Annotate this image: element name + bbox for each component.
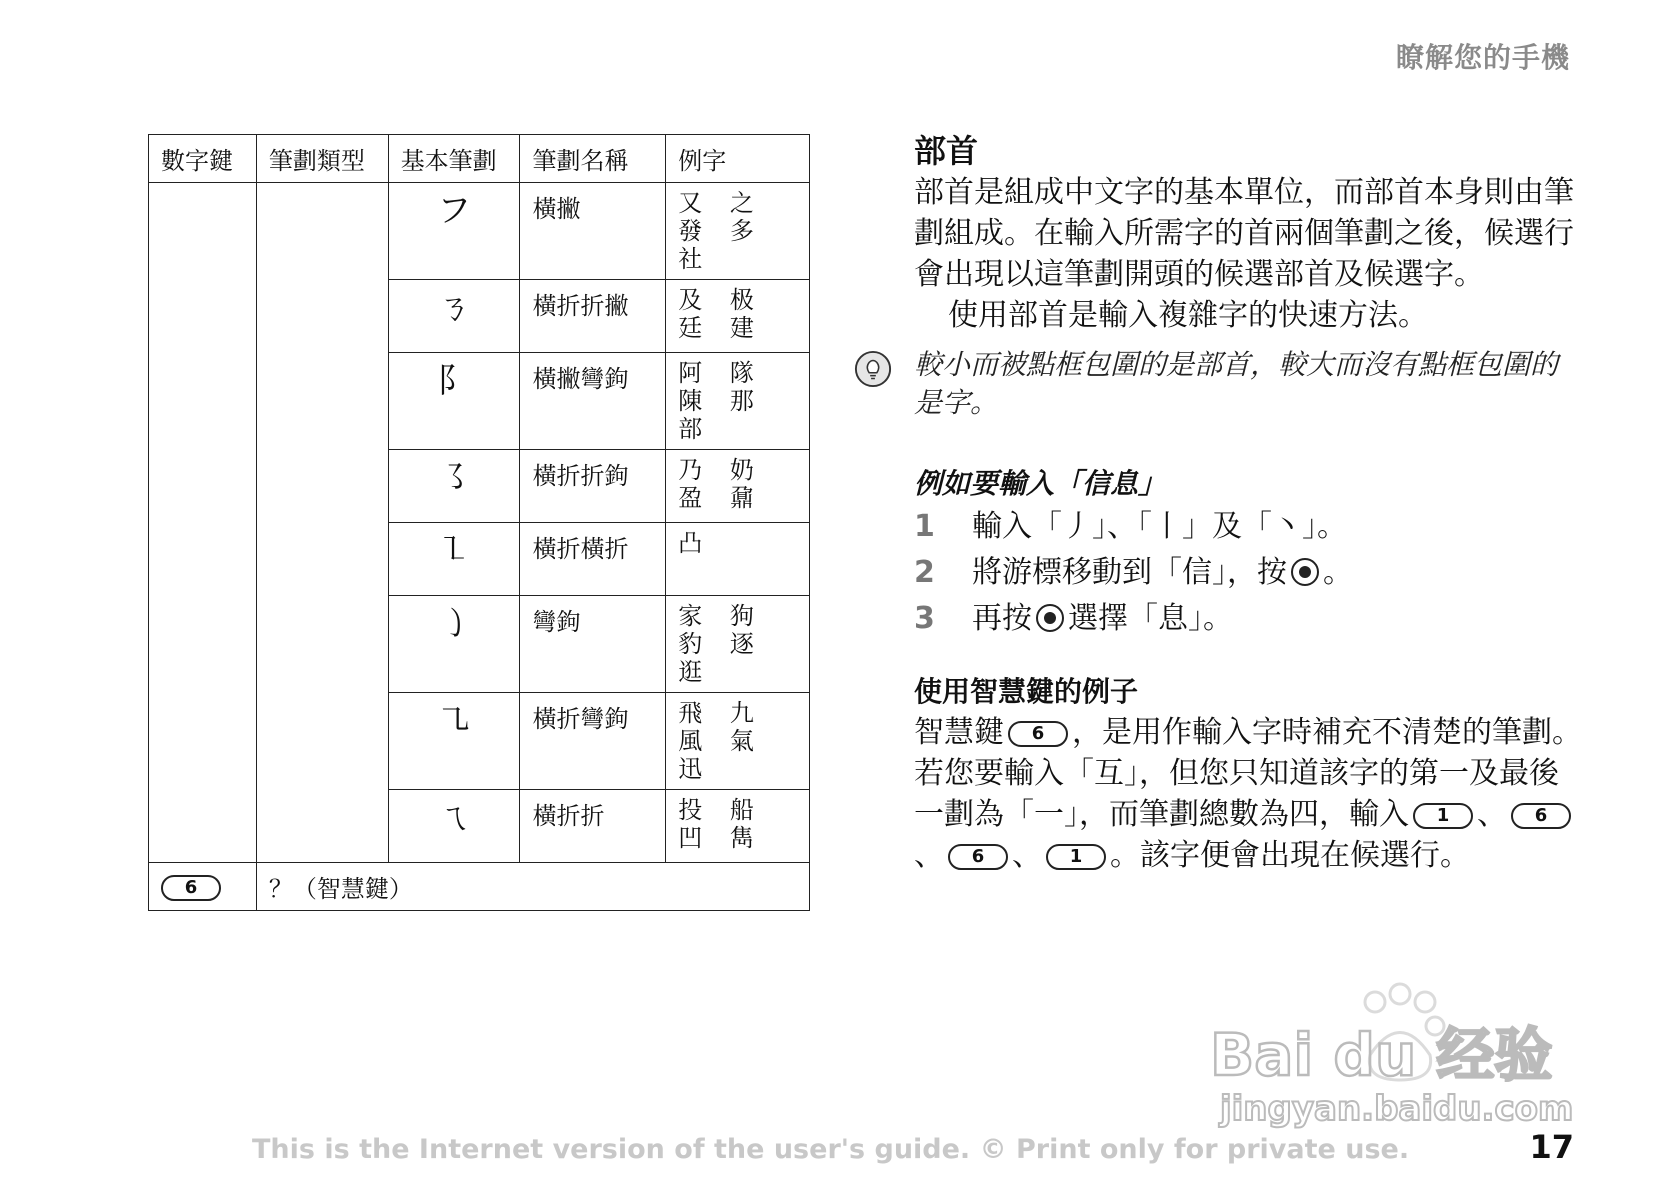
table-row-wildcard	[149, 863, 810, 911]
stroke-glyph: ㇈	[388, 693, 520, 790]
stroke-name: 彎鉤	[520, 596, 666, 693]
stroke-examples: 乃 奶 盈 鼐	[666, 450, 810, 523]
stroke-glyph: ㄋ	[388, 280, 520, 353]
navigation-key-icon	[1291, 558, 1319, 586]
step-text: 輸入「丿」、「丨」及「丶」。	[972, 509, 1347, 544]
running-header: 瞭解您的手機	[1395, 41, 1570, 74]
stroke-table	[148, 134, 810, 911]
radicals-paragraph: 部首是組成中文字的基本單位，而部首本身則由筆劃組成。在輸入所需字的首兩個筆劃之後，候選行會出現以這筆劃開頭的候選部首及候選字。	[914, 175, 1574, 292]
stroke-glyph: ㇌	[388, 450, 520, 523]
stroke-examples: 又 之 發 多 社	[666, 183, 810, 280]
col-header-examples: 例字	[666, 135, 810, 183]
table-header-row	[149, 135, 810, 183]
separator: 、	[1477, 797, 1507, 832]
stroke-name: 橫折橫折	[520, 523, 666, 596]
wildcard-heading: 使用智慧鍵的例子	[914, 675, 1139, 708]
example-steps	[914, 504, 1584, 642]
step-text-end: 。	[1323, 555, 1353, 590]
stroke-name: 橫撇	[520, 183, 666, 280]
step-number: 3	[914, 601, 935, 636]
key-6-icon: 6	[1511, 803, 1571, 829]
stroke-name: 橫折折	[520, 790, 666, 863]
stroke-glyph: ㇁	[388, 596, 520, 693]
stroke-name: 橫折彎鉤	[520, 693, 666, 790]
stroke-glyph: ㇅	[388, 523, 520, 596]
watermark-url: jingyan.baidu.com	[1220, 1089, 1574, 1129]
example-heading: 例如要輸入「信息」	[914, 467, 1167, 500]
stroke-glyph: ⻖	[388, 353, 520, 450]
stroke-name: 橫折折鉤	[520, 450, 666, 523]
wildcard-paragraph	[914, 712, 1584, 876]
table-row	[149, 183, 810, 280]
step-text: 再按	[972, 601, 1032, 636]
stroke-name: 橫折折撇	[520, 280, 666, 353]
wildcard-text-end: 。該字便會出現在候選行。	[1110, 838, 1470, 873]
key-6-icon: 6	[1008, 721, 1068, 747]
stroke-examples: 投 船 凹 雋	[666, 790, 810, 863]
stroke-name: 橫撇彎鉤	[520, 353, 666, 450]
step-number: 2	[914, 555, 935, 590]
radicals-tip-line: 使用部首是輸入複雜字的快速方法。	[948, 298, 1428, 333]
list-item	[914, 596, 1584, 642]
stroke-glyph: フ	[388, 183, 520, 280]
tip-text: 較小而被點框包圍的是部首，較大而沒有點框包圍的是字。	[914, 348, 1559, 419]
tip-lightbulb-icon	[854, 350, 892, 388]
page-number: 17	[1529, 1128, 1574, 1166]
stroke-glyph: ㄟ	[388, 790, 520, 863]
stroke-examples: 凸	[666, 523, 810, 596]
col-header-key: 數字鍵	[149, 135, 257, 183]
separator: 、	[1012, 838, 1042, 873]
wildcard-key-cell	[149, 863, 257, 911]
list-item	[914, 504, 1584, 550]
key-6-icon: 6	[161, 875, 221, 901]
tip-note	[914, 346, 1584, 422]
wildcard-text-start: 智慧鍵	[914, 715, 1004, 750]
step-text: 將游標移動到「信」，按	[972, 555, 1287, 590]
navigation-key-icon	[1036, 604, 1064, 632]
key-1-icon: 1	[1413, 803, 1473, 829]
stroke-examples: 及 极 廷 建	[666, 280, 810, 353]
right-column	[914, 130, 1584, 876]
wildcard-text-middle: ，是用作輸入字時補充不清楚的筆劃。若您要輸入「互」，但您只知道該字的第一及最後一劃為「一」，而筆劃總數為四，輸入	[914, 715, 1582, 832]
key-cell-empty	[149, 183, 257, 863]
list-item	[914, 550, 1584, 596]
stroke-examples: 飛 九 風 氣 迅	[666, 693, 810, 790]
separator: 、	[914, 838, 944, 873]
radicals-heading: 部首	[914, 132, 979, 170]
baidu-watermark-logo	[1200, 980, 1600, 1130]
step-number: 1	[914, 509, 935, 544]
wildcard-label: ？（智慧鍵）	[256, 863, 809, 911]
col-header-stroke: 基本筆劃	[388, 135, 520, 183]
footer-disclaimer: This is the Internet version of the user's guide. © Print only for private use.	[252, 1134, 1410, 1165]
col-header-name: 筆劃名稱	[520, 135, 666, 183]
type-cell-empty	[256, 183, 388, 863]
watermark-brand: Bai du 经验	[1210, 1021, 1553, 1089]
stroke-examples: 阿 隊 陳 那 部	[666, 353, 810, 450]
stroke-examples: 家 狗 豹 逐 逛	[666, 596, 810, 693]
key-6-icon: 6	[948, 844, 1008, 870]
col-header-type: 筆劃類型	[256, 135, 388, 183]
key-1-icon: 1	[1046, 844, 1106, 870]
step-text-end: 選擇「息」。	[1068, 601, 1233, 636]
